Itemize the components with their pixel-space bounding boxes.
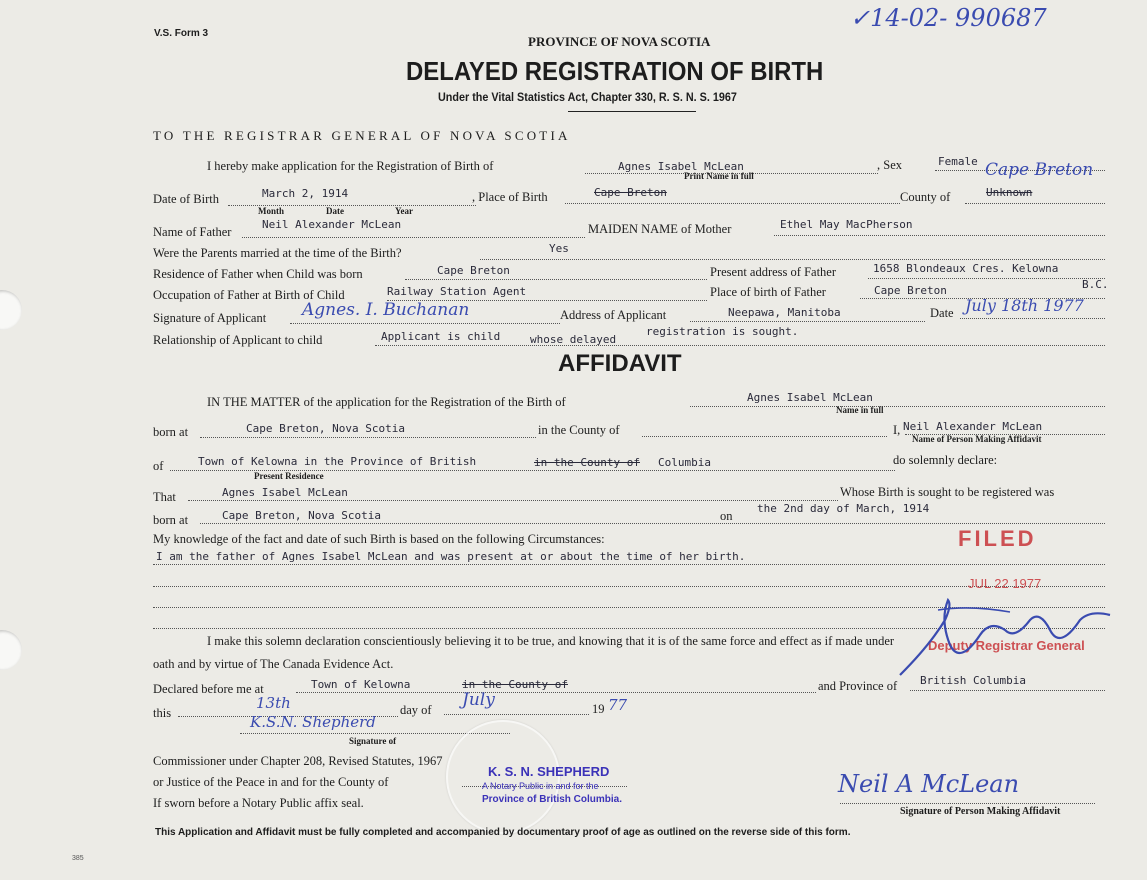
- line-that: [188, 500, 838, 501]
- born-at-label: born at: [153, 425, 189, 439]
- occupation-value: Railway Station Agent: [387, 285, 527, 298]
- residence-label: Residence of Father when Child was born: [153, 267, 363, 281]
- sex-label: , Sex: [877, 158, 902, 172]
- affiant-caption: Name of Person Making Affidavit: [912, 434, 1042, 444]
- i-label: I,: [893, 423, 901, 437]
- relationship-value: Applicant is child: [381, 330, 501, 343]
- date-value: July 18th 1977: [965, 296, 1084, 315]
- pob-label: , Place of Birth: [472, 190, 548, 204]
- line-married: [480, 259, 1105, 260]
- present-address-value: 1658 Blondeaux Cres. Kelowna: [873, 262, 1059, 275]
- affiant-sig-caption: Signature of Person Making Affidavit: [900, 806, 1061, 817]
- line-county: [965, 203, 1105, 204]
- commissioner-line-1: Commissioner under Chapter 208, Revised Statutes, 1967: [153, 754, 443, 768]
- year-prefix: 19: [592, 702, 605, 716]
- print-name-caption: Print Name in full: [684, 171, 754, 181]
- month-value: July: [462, 690, 495, 710]
- line-date: [960, 318, 1105, 319]
- relationship-label: Relationship of Applicant to child: [153, 333, 323, 347]
- province-heading: PROVINCE OF NOVA SCOTIA: [528, 34, 711, 49]
- on-value: the 2nd day of March, 1914: [757, 502, 930, 515]
- father-birthplace-label: Place of birth of Father: [710, 285, 826, 299]
- line-affiant-sig: [840, 803, 1095, 804]
- residence-value: Cape Breton: [437, 264, 510, 277]
- line-residence: [405, 279, 707, 280]
- form-number: V.S. Form 3: [154, 28, 209, 39]
- declare-label: do solemnly declare:: [893, 453, 998, 467]
- commissioner-line-3: If sworn before a Notary Public affix seal.: [153, 796, 364, 810]
- affiant-name: Neil Alexander McLean: [903, 420, 1043, 433]
- declaration-text: I make this solemn declaration conscientiously believing it to be true, and knowing that it is of the same force and effect as if made under: [207, 634, 895, 648]
- applicant-signature: Agnes. I. Buchanan: [302, 300, 470, 320]
- relationship-value2: whose delayed: [530, 333, 617, 346]
- born-at-value: Cape Breton, Nova Scotia: [246, 422, 405, 435]
- day-label: day of: [400, 703, 432, 717]
- on-label: on: [720, 509, 733, 523]
- father-value: Neil Alexander McLean: [262, 218, 402, 231]
- declared-value: Town of Kelowna: [311, 678, 411, 691]
- line-signature: [290, 323, 560, 324]
- line-in-county: [642, 436, 887, 437]
- commissioner-signature: K.S.N. Shepherd: [250, 713, 376, 731]
- commissioner-line-2: or Justice of the Peace in and for the County of: [153, 775, 389, 789]
- in-county-label: in the County of: [538, 423, 620, 437]
- month-caption: Month: [258, 206, 285, 216]
- punch-hole-bottom: [0, 630, 22, 670]
- notary-stamp-line3: Province of British Columbia.: [482, 794, 623, 805]
- line-relationship: [375, 345, 1105, 346]
- county-value: Unknown: [986, 186, 1033, 199]
- year-value: 77: [608, 696, 628, 714]
- subtitle-rule: [568, 111, 696, 112]
- married-label: Were the Parents married at the time of the Birth?: [153, 246, 402, 260]
- print-code: 385: [72, 855, 84, 862]
- matter-label: IN THE MATTER of the application for the Registration of the Birth of: [207, 395, 566, 409]
- address-label: Address of Applicant: [560, 308, 667, 322]
- relationship-value3: registration is sought.: [646, 325, 799, 338]
- mother-value: Ethel May MacPherson: [780, 218, 913, 231]
- address-value: Neepawa, Manitoba: [728, 306, 841, 319]
- this-label: this: [153, 706, 172, 720]
- form-title: DELAYED REGISTRATION OF BIRTH: [406, 56, 824, 86]
- dob-label: Date of Birth: [153, 192, 219, 206]
- aff-residence-value2: Columbia: [658, 456, 711, 469]
- filed-stamp: FILED: [958, 526, 1037, 551]
- registrar-signature: [890, 590, 1120, 685]
- date-caption: Date: [326, 206, 344, 216]
- footer-note: This Application and Affidavit must be fully completed and accompanied by documentary proof of age as outlined on the reverse side of this form.: [155, 827, 851, 838]
- that-label: That: [153, 490, 176, 504]
- notary-stamp-line2: A Notary Public in and for the: [482, 781, 599, 791]
- father-birthplace-value: Cape Breton: [874, 284, 947, 297]
- knowledge-label: My knowledge of the fact and date of such Birth is based on the following Circumstances:: [153, 532, 605, 546]
- present-residence-caption: Present Residence: [254, 471, 324, 481]
- line-month: [444, 714, 589, 715]
- date-label: Date: [930, 306, 954, 320]
- line-pob: [565, 203, 900, 204]
- born-at2-value: Cape Breton, Nova Scotia: [222, 509, 381, 522]
- whose-birth-label: Whose Birth is sought to be registered was: [840, 485, 1055, 499]
- deputy-registrar-stamp: Deputy Registrar General: [928, 638, 1085, 653]
- punch-hole-top: [0, 290, 22, 330]
- present-address-label: Present address of Father: [710, 265, 837, 279]
- line-born-at2: [200, 523, 1105, 524]
- year-caption: Year: [395, 206, 413, 216]
- occupation-label: Occupation of Father at Birth of Child: [153, 288, 345, 302]
- day-value: 13th: [256, 694, 291, 712]
- matter-name: Agnes Isabel McLean: [747, 391, 873, 404]
- father-label: Name of Father: [153, 225, 232, 239]
- province-value: British Columbia: [920, 674, 1026, 687]
- of-label: of: [153, 459, 164, 473]
- line-circ-1: [153, 564, 1105, 565]
- line-mother: [774, 235, 1105, 236]
- that-value: Agnes Isabel McLean: [222, 486, 348, 499]
- filed-date-stamp: JUL 22 1977: [968, 576, 1042, 591]
- line-matter-name: [690, 406, 1105, 407]
- mother-label: MAIDEN NAME of Mother: [588, 222, 732, 236]
- province-label: and Province of: [818, 679, 898, 693]
- form-subtitle: Under the Vital Statistics Act, Chapter 330, R. S. N. S. 1967: [438, 90, 737, 104]
- line-present-address: [868, 278, 1105, 279]
- dob-value: March 2, 1914: [262, 187, 349, 200]
- comm-sig-caption: Signature of: [349, 736, 397, 746]
- line-declared: [296, 692, 816, 693]
- notary-stamp-name: K. S. N. SHEPHERD: [488, 764, 610, 779]
- born-at2-label: born at: [153, 513, 189, 527]
- declared-struck: in the County of: [462, 678, 568, 691]
- line-address: [690, 321, 925, 322]
- signature-label: Signature of Applicant: [153, 311, 267, 325]
- child-name-value: Agnes Isabel McLean: [618, 160, 744, 173]
- aff-residence-value: Town of Kelowna in the Province of British: [198, 455, 477, 468]
- line-province: [910, 690, 1105, 691]
- affiant-signature: Neil A McLean: [838, 770, 1020, 798]
- registration-number: ✓14-02- 990687: [850, 4, 1047, 32]
- line-circ-2: [153, 586, 1105, 587]
- sex-value: Female: [938, 155, 978, 168]
- married-value: Yes: [549, 242, 569, 255]
- aff-residence-struck: in the County of: [534, 456, 640, 469]
- apply-label: I hereby make application for the Registration of Birth of: [207, 159, 494, 173]
- declaration-text-2: oath and by virtue of The Canada Evidence Act.: [153, 657, 394, 671]
- county-handwritten: Cape Breton: [985, 160, 1094, 180]
- to-registrar-line: TO THE REGISTRAR GENERAL OF NOVA SCOTIA: [153, 128, 571, 143]
- name-caption: Name in full: [836, 405, 884, 415]
- pob-value: Cape Breton: [594, 186, 667, 199]
- county-label: County of: [900, 190, 951, 204]
- affidavit-heading: AFFIDAVIT: [558, 350, 682, 377]
- line-father: [242, 237, 585, 238]
- present-address-value2: B.C.: [1082, 278, 1109, 291]
- circumstance-text: I am the father of Agnes Isabel McLean and was present at or about the time of her birth.: [156, 550, 746, 563]
- declared-label: Declared before me at: [153, 682, 264, 696]
- line-born-at: [200, 437, 536, 438]
